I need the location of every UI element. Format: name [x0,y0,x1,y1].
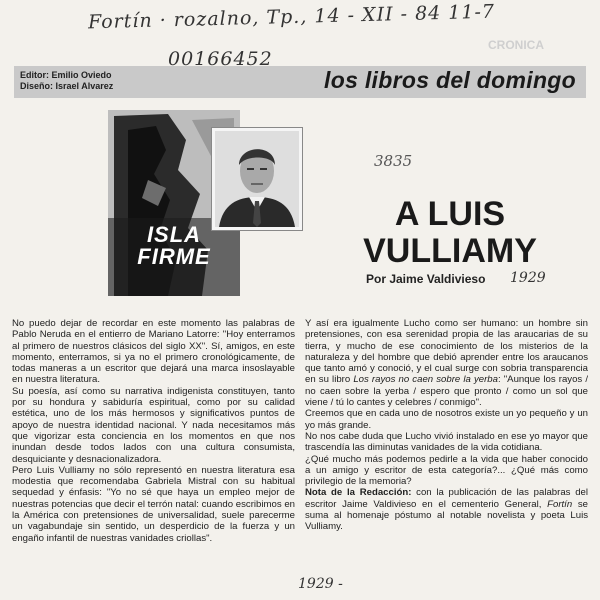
article-column-left [12,318,295,544]
author-portrait [215,131,299,227]
note-label: Nota de la Redacción: [305,487,412,499]
book-cover-title-line1: ISLA [146,222,202,247]
paragraph: Creemos que en cada uno de nosotros existe un yo pequeño y un yo más grande. [305,408,588,431]
paragraph: No nos cabe duda que Lucho vivió instalado en ese yo mayor que trascendía las diminutas vanidades de la vida cotidiana. [305,430,588,454]
credits [20,70,113,92]
handwritten-reference: 3835 [374,152,413,170]
section-header [14,66,586,98]
paragraph: Y así era igualmente Lucho como ser humano: un hombre sin pretensiones, con esa serenidad propia de las araucarias de su tierra, y mucho de ese conocimiento de los misterios de la naturaleza y del hombre que debió aprender entre los araucanos que tanto amó y conoció, y el cual surge con sobria transparencia en su libro Los rayos no caen sobre la yerba: "Aunque los rayos / no caen sobre la yerba / espero que pronto / como un sol que viene / tú lo cantes y celebres / conmigo". [305,318,589,409]
handwritten-year: 1929 [510,270,546,286]
article-title [330,196,570,270]
handwritten-year-bottom: 1929 - [298,576,343,592]
paragraph: Su poesía, así como su narrativa indigenista constituyen, tanto por su hondura y sabiduría espiritual, como por su calidad estética, uno de los más hermosos y significativos puntos de apoyo de nuestra identidad nacional. Y nada necesitamos más que vigorizar esta conciencia en los momentos en que nos inundan desde todos lados con una cultura consumista, desquiciante y desnacionalizadora. [12,385,295,465]
paragraph: Pero Luis Vulliamy no sólo representó en nuestra literatura esa modestia que recomendaba Gabriela Mistral con su habitual sequedad y énfasis: "Yo no sé que haya un empleo mejor de nuestras potencias que decir el terrón natal: cuando escribimos en la América con pretensiones de universalidad, suele parecerme un vagabundaje sin sentido, un desperdicio de la fuerza y un engaño infantil de nuestras vanidades criollas". [12,464,295,544]
paragraph: ¿Qué mucho más podemos pedirle a la vida que haber conocido a un amigo y escritor de esta categoría?... ¿Qué más como privilegio de la memoria? [305,453,588,488]
design-credit: Diseño: Israel Alvarez [20,81,114,91]
editor-credit: Editor: Emilio Oviedo [20,70,112,80]
article-title-line1: A LUIS [394,195,506,233]
author-photo [212,128,302,230]
byline: Por Jaime Valdivieso [366,272,486,286]
handwritten-source-note: Fortín · rozalno, Tp., 14 - XII - 84 11-7 [87,0,496,34]
newspaper-name: Fortín [547,498,573,510]
section-title: los libros del domingo [324,67,576,93]
book-title: Los rayos no caen sobre la yerba [353,374,498,386]
faded-bleedthrough-text: CRONICA [488,38,544,52]
editorial-note: Nota de la Redacción: con la publicación de las palabras del escritor Jaime Valdivieso en el cementerio General, Fortín se suma al homenaje póstumo al notable novelista y poeta Luis Vulliamy. [305,487,588,533]
book-cover-title-line2: FIRME [137,244,211,269]
paragraph: No puedo dejar de recordar en este momento las palabras de Pablo Neruda en el entierro de Mariano Latorre: "Hoy enterramos al primero de nuestros clásicos del siglo XX". Sí, amigos, en este momento, enterramos, si ya no el primero cronológicamente, de todas maneras a un escritor que dejará una marca insoslayable en nuestra literatura. [12,318,295,386]
article-column-right [305,318,588,533]
article-title-line2: VULLIAMY [363,232,537,270]
handwritten-archive-number: 00166452 [168,48,273,70]
